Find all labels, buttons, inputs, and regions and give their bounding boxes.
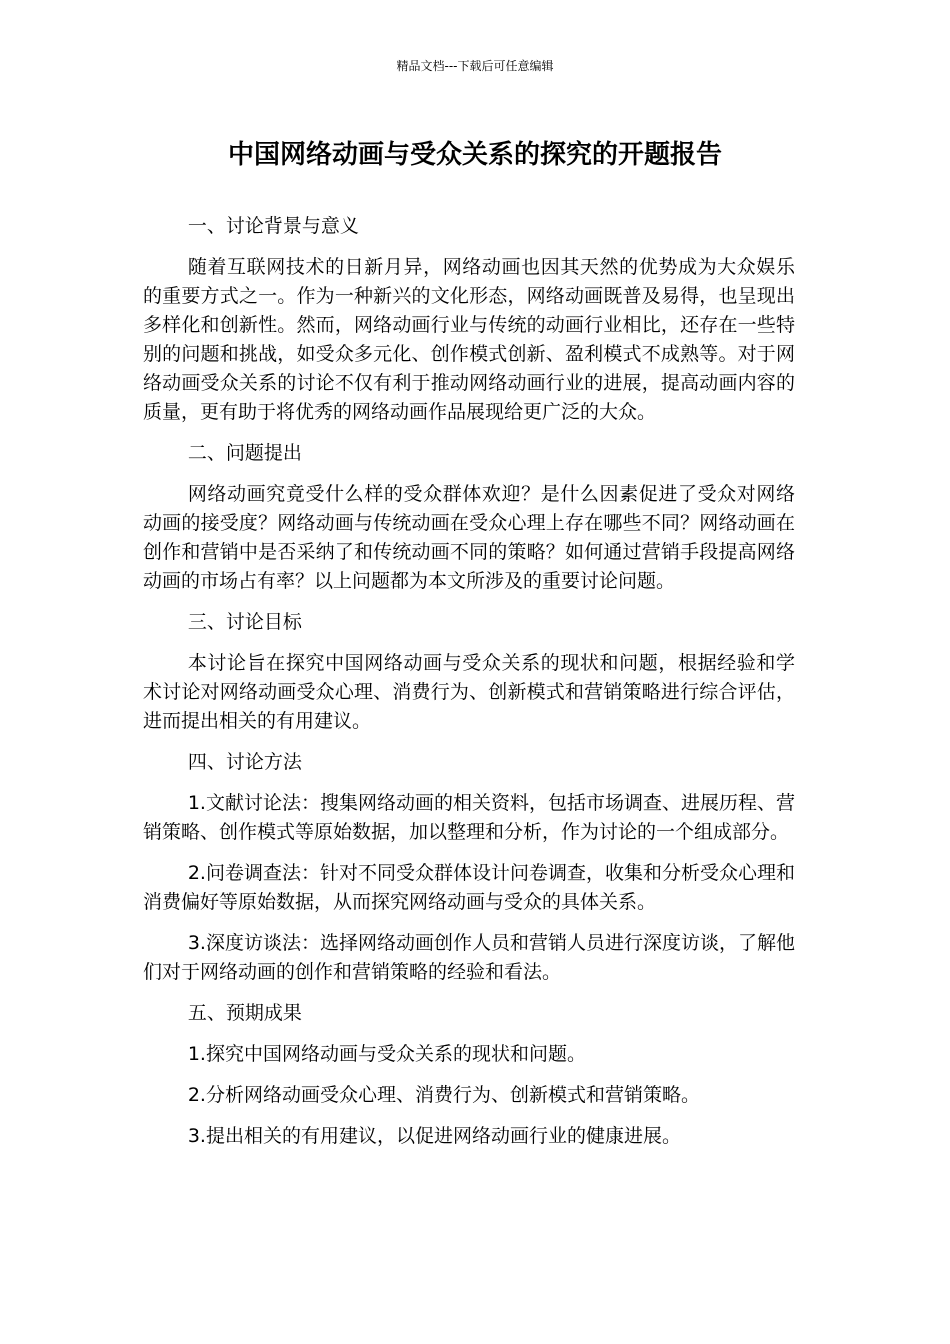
list-item: 1.文献讨论法：搜集网络动画的相关资料，包括市场调查、进展历程、营销策略、创作模式等原始数据，加以整理和分析，作为讨论的一个组成部分。 bbox=[143, 792, 795, 843]
paragraph: 随着互联网技术的日新月异，网络动画也因其天然的优势成为大众娱乐的重要方式之一。作为一种新兴的文化形态，网络动画既普及易得，也呈现出多样化和创新性。然而，网络动画行业与传统的动画行业相比，还存在一些特别的问题和挑战，如受众多元化、创作模式创新、盈利模式不成熟等。对于网络动画受众关系的讨论不仅有利于推动网络动画行业的进展，提高动画内容的质量，更有助于将优秀的网络动画作品展现给更广泛的大众。 bbox=[143, 256, 795, 423]
list-item: 1.探究中国网络动画与受众关系的现状和问题。 bbox=[187, 1043, 586, 1065]
section-heading: 二、问题提出 bbox=[187, 442, 302, 464]
document-title: 中国网络动画与受众关系的探究的开题报告 bbox=[227, 140, 722, 170]
list-item: 3.深度访谈法：选择网络动画创作人员和营销人员进行深度访谈，了解他们对于网络动画的创作和营销策略的经验和看法。 bbox=[143, 932, 795, 983]
header-note: 精品文档---下载后可任意编辑 bbox=[396, 59, 554, 73]
section-heading: 三、讨论目标 bbox=[187, 611, 302, 633]
section-heading: 一、讨论背景与意义 bbox=[187, 215, 359, 237]
section-heading: 五、预期成果 bbox=[187, 1002, 302, 1024]
list-item: 2.问卷调查法：针对不同受众群体设计问卷调查，收集和分析受众心理和消费偏好等原始数据，从而探究网络动画与受众的具体关系。 bbox=[143, 862, 795, 913]
list-item: 2.分析网络动画受众心理、消费行为、创新模式和营销策略。 bbox=[187, 1084, 700, 1106]
paragraph: 网络动画究竟受什么样的受众群体欢迎？是什么因素促进了受众对网络动画的接受度？网络动画与传统动画在受众心理上存在哪些不同？网络动画在创作和营销中是否采纳了和传统动画不同的策略？如何通过营销手段提高网络动画的市场占有率？以上问题都为本文所涉及的重要讨论问题。 bbox=[143, 483, 795, 592]
section-heading: 四、讨论方法 bbox=[187, 751, 302, 773]
list-item: 3.提出相关的有用建议，以促进网络动画行业的健康进展。 bbox=[187, 1125, 681, 1147]
document-body bbox=[143, 212, 795, 1151]
paragraph: 本讨论旨在探究中国网络动画与受众关系的现状和问题，根据经验和学术讨论对网络动画受众心理、消费行为、创新模式和营销策略进行综合评估，进而提出相关的有用建议。 bbox=[143, 652, 795, 732]
